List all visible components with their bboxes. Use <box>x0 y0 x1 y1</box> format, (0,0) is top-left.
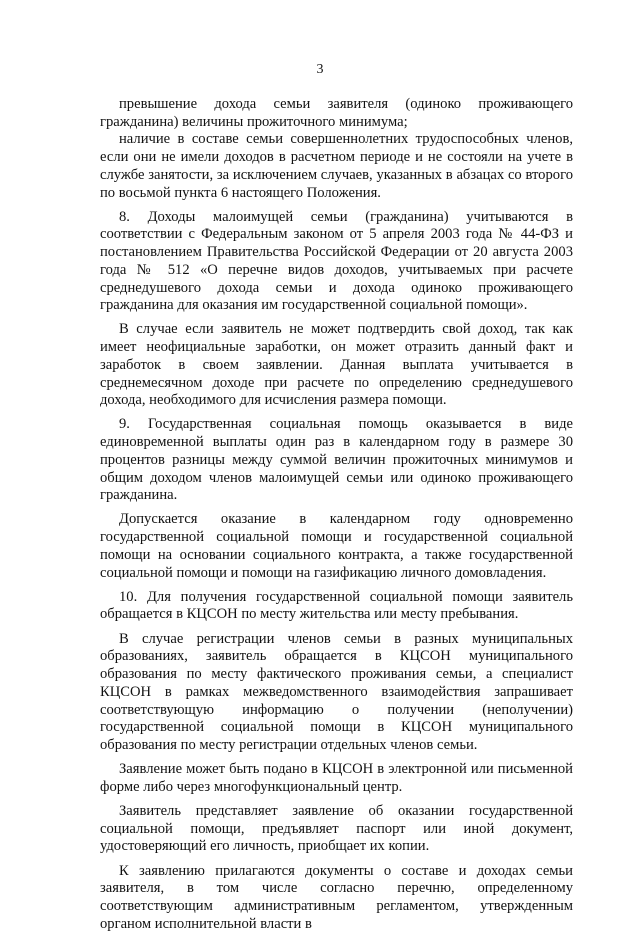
paragraph-10: Заявитель представляет заявление об оказании государственной социальной помощи, предъявляет паспорт или иной документ, удостоверяющий его личность, приобщает их копии. <box>100 803 573 855</box>
paragraph-11: К заявлению прилагаются документы о составе и доходах семьи заявителя, в том числе согласно перечню, определенному соответствующим административным регламентом, утвержденным органом исполнительной власти в <box>100 862 573 932</box>
paragraph-2: наличие в составе семьи совершеннолетних трудоспособных членов, если они не имели доходов в расчетном периоде и не состояли на учете в службе занятости, за исключением случаев, указанных в абзацах со второго по восьмой пункта 6 настоящего Положения. <box>100 131 573 201</box>
paragraph-7: 10. Для получения государственной социальной помощи заявитель обращается в КЦСОН по месту жительства или месту пребывания. <box>100 588 573 623</box>
paragraph-1: превышение дохода семьи заявителя (одиноко проживающего гражданина) величины прожиточного минимума; <box>100 96 573 130</box>
paragraph-3: 8. Доходы малоимущей семьи (гражданина) учитываются в соответствии с Федеральным законом от 5 апреля 2003 года № 44-ФЗ и постановлением Правительства Российской Федерации от 20 августа 2003 года № 512 «О перечне видов доходов, учитываемых при расчете среднедушевого дохода семьи и дохода одиноко проживающего гражданина для оказания им государственной социальной помощи». <box>100 208 573 314</box>
paragraph-5: 9. Государственная социальная помощь оказывается в виде единовременной выплаты один раз в календарном году в размере 30 процентов разницы между суммой величин прожиточных минимумов и общим доходом членов малоимущей семьи или одиноко проживающего гражданина. <box>100 416 573 504</box>
paragraph-8: В случае регистрации членов семьи в разных муниципальных образованиях, заявитель обращается в КЦСОН муниципального образования по месту фактического проживания семьи, а специалист КЦСОН в рамках межведомственного взаимодействия запрашивает соответствующую информацию о получении (неполучении) государственной социальной помощи в КЦСОН муниципального образования по месту регистрации отдельных членов семьи. <box>100 630 573 753</box>
paragraph-4: В случае если заявитель не может подтвердить свой доход, так как имеет неофициальные заработки, он может отразить данный факт и заработок в своем заявлении. Данная выплата учитывается в среднемесячном доходе при расчете по определению среднедушевого дохода, необходимого для исчисления размера помощи. <box>100 321 573 409</box>
paragraph-9: Заявление может быть подано в КЦСОН в электронной или письменной форме либо через многофункциональный центр. <box>100 761 573 795</box>
paragraph-6: Допускается оказание в календарном году одновременно государственной социальной помощи и государственной социальной помощи на основании социального контракта, а также государственной социальной помощи и помощи на газификацию личного домовладения. <box>100 511 573 581</box>
page-number: 3 <box>316 62 324 77</box>
document-body <box>100 96 573 940</box>
